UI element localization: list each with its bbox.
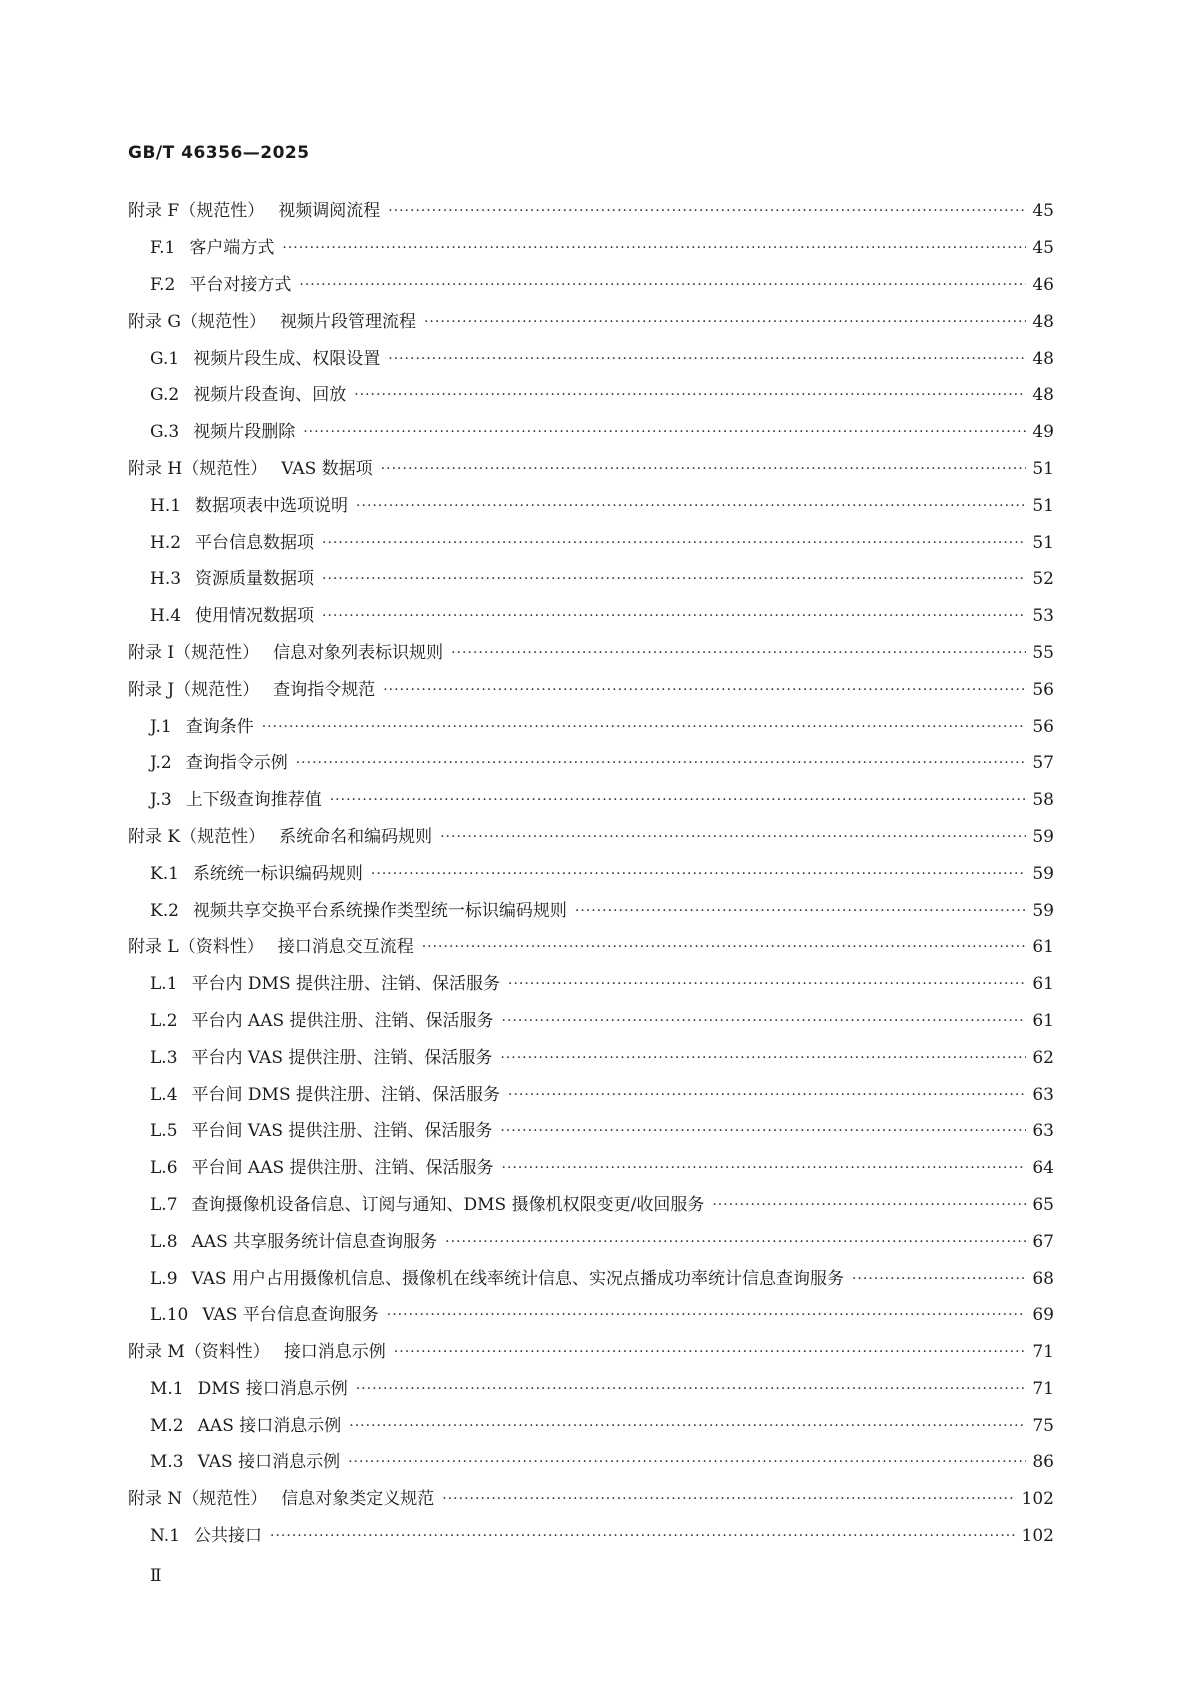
toc-entry-title: 平台信息数据项 <box>195 532 315 553</box>
toc-entry-heading <box>150 1048 492 1068</box>
toc-entry-page: 53 <box>1032 606 1054 627</box>
toc-entry-heading <box>150 1232 437 1252</box>
page-number: Ⅱ <box>150 1566 162 1586</box>
toc-entry-page: 61 <box>1032 937 1054 958</box>
toc-section-entry[interactable] <box>128 1039 1054 1076</box>
toc-entry-number: K.1 <box>150 863 179 884</box>
toc-entry-heading <box>150 385 346 405</box>
toc-entry-title: VAS 接口消息示例 <box>197 1452 341 1473</box>
toc-entry-page: 51 <box>1032 495 1054 516</box>
toc-entry-title: 查询指令示例 <box>185 753 288 774</box>
toc-appendix-entry[interactable] <box>128 303 1054 340</box>
toc-entry-number: M.3 <box>150 1452 184 1473</box>
toc-dot-leader <box>282 238 1026 258</box>
toc-dot-leader <box>502 1011 1026 1031</box>
toc-section-entry[interactable] <box>128 230 1054 267</box>
toc-entry-heading <box>128 459 373 479</box>
toc-entry-number: L.9 <box>150 1268 178 1289</box>
toc-dot-leader <box>445 1232 1026 1252</box>
toc-entry-title: 上下级查询推荐值 <box>185 790 322 811</box>
toc-entry-title: 视频共享交换平台系统操作类型统一标识编码规则 <box>192 900 567 921</box>
toc-entry-number: G.2 <box>150 385 180 406</box>
toc-dot-leader <box>262 717 1026 737</box>
toc-entry-page: 67 <box>1032 1231 1054 1252</box>
toc-entry-heading <box>150 349 380 369</box>
toc-appendix-entry[interactable] <box>128 671 1054 708</box>
toc-entry-number: L.4 <box>150 1084 178 1105</box>
toc-entry-heading <box>128 827 432 847</box>
toc-entry-number: 附录 M（资料性） <box>128 1342 270 1363</box>
toc-dot-leader <box>383 680 1026 700</box>
toc-section-entry[interactable] <box>128 855 1054 892</box>
toc-entry-title: 信息对象列表标识规则 <box>273 642 444 663</box>
toc-entry-number: H.4 <box>150 606 182 627</box>
toc-entry-number: 附录 F（规范性） <box>128 201 265 222</box>
toc-entry-title: 平台间 AAS 提供注册、注销、保活服务 <box>191 1158 494 1179</box>
toc-entry-heading <box>150 1526 262 1546</box>
toc-entry-number: H.2 <box>150 532 182 553</box>
toc-entry-heading <box>128 1489 434 1509</box>
toc-entry-title: AAS 共享服务统计信息查询服务 <box>191 1231 438 1252</box>
toc-dot-leader <box>442 1489 1015 1509</box>
toc-entry-heading <box>128 312 416 332</box>
toc-entry-number: F.1 <box>150 238 176 259</box>
toc-section-entry[interactable] <box>128 598 1054 635</box>
toc-appendix-entry[interactable] <box>128 635 1054 672</box>
toc-section-entry[interactable] <box>128 892 1054 929</box>
toc-entry-page: 49 <box>1032 422 1054 443</box>
toc-entry-page: 51 <box>1032 532 1054 553</box>
toc-entry-heading <box>150 1305 379 1325</box>
toc-appendix-entry[interactable] <box>128 193 1054 230</box>
toc-entry-title: 平台间 DMS 提供注册、注销、保活服务 <box>191 1084 501 1105</box>
toc-entry-page: 56 <box>1032 716 1054 737</box>
toc-entry-title: 平台内 VAS 提供注册、注销、保活服务 <box>191 1047 493 1068</box>
toc-dot-leader <box>356 1379 1026 1399</box>
toc-entry-heading <box>150 1011 494 1031</box>
toc-entry-number: L.2 <box>150 1010 178 1031</box>
toc-section-entry[interactable] <box>128 561 1054 598</box>
toc-entry-number: 附录 J（规范性） <box>128 679 260 700</box>
toc-section-entry[interactable] <box>128 966 1054 1003</box>
toc-entry-number: 附录 G（规范性） <box>128 311 266 332</box>
toc-entry-heading <box>150 753 288 773</box>
toc-section-entry[interactable] <box>128 1076 1054 1113</box>
toc-entry-page: 59 <box>1032 863 1054 884</box>
toc-entry-page: 63 <box>1032 1084 1054 1105</box>
toc-entry-number: J.1 <box>150 716 172 737</box>
toc-dot-leader <box>388 201 1026 221</box>
toc-section-entry[interactable] <box>128 1003 1054 1040</box>
toc-entry-page: 56 <box>1032 679 1054 700</box>
toc-dot-leader <box>322 606 1026 626</box>
toc-entry-page: 69 <box>1032 1305 1054 1326</box>
toc-entry-title: 平台对接方式 <box>189 274 292 295</box>
toc-entry-number: L.6 <box>150 1158 178 1179</box>
toc-dot-leader <box>424 312 1026 332</box>
toc-entry-page: 48 <box>1032 311 1054 332</box>
toc-entry-page: 86 <box>1032 1452 1054 1473</box>
toc-entry-heading <box>150 1269 844 1289</box>
toc-entry-title: 视频片段查询、回放 <box>193 385 347 406</box>
toc-dot-leader <box>575 901 1026 921</box>
toc-entry-heading <box>150 1085 500 1105</box>
toc-entry-title: 查询摄像机设备信息、订阅与通知、DMS 摄像机权限变更/收回服务 <box>191 1194 705 1215</box>
toc-appendix-entry[interactable] <box>128 451 1054 488</box>
toc-entry-page: 68 <box>1032 1268 1054 1289</box>
toc-section-entry[interactable] <box>128 1407 1054 1444</box>
toc-dot-leader <box>508 1085 1026 1105</box>
toc-entry-number: K.2 <box>150 900 179 921</box>
toc-dot-leader <box>381 459 1026 479</box>
toc-dot-leader <box>451 643 1026 663</box>
toc-entry-title: 平台内 AAS 提供注册、注销、保活服务 <box>191 1010 494 1031</box>
toc-entry-title: 查询指令规范 <box>273 679 376 700</box>
toc-entry-page: 61 <box>1032 974 1054 995</box>
toc-dot-leader <box>388 349 1026 369</box>
toc-entry-heading <box>128 643 443 663</box>
toc-entry-heading <box>150 275 291 295</box>
toc-entry-heading <box>128 937 414 957</box>
toc-entry-page: 64 <box>1032 1158 1054 1179</box>
toc-entry-title: VAS 用户占用摄像机信息、摄像机在线率统计信息、实况点播成功率统计信息查询服务 <box>191 1268 844 1289</box>
toc-entry-heading <box>150 974 500 994</box>
toc-entry-title: 使用情况数据项 <box>195 606 315 627</box>
toc-entry-number: F.2 <box>150 274 176 295</box>
toc-entry-number: J.3 <box>150 790 172 811</box>
toc-entry-heading <box>150 1416 341 1436</box>
toc-entry-heading <box>150 1195 704 1215</box>
toc-appendix-entry[interactable] <box>128 1334 1054 1371</box>
toc-dot-leader <box>322 533 1026 553</box>
toc-section-entry[interactable] <box>128 1297 1054 1334</box>
toc-dot-leader <box>508 974 1026 994</box>
toc-entry-heading <box>150 569 314 589</box>
toc-dot-leader <box>852 1269 1026 1289</box>
toc-entry-heading <box>150 864 363 884</box>
toc-section-entry[interactable] <box>128 1371 1054 1408</box>
toc-entry-page: 102 <box>1021 1489 1054 1510</box>
toc-entry-page: 48 <box>1032 385 1054 406</box>
toc-dot-leader <box>371 864 1026 884</box>
toc-entry-title: 平台内 DMS 提供注册、注销、保活服务 <box>191 974 501 995</box>
toc-entry-heading <box>150 790 322 810</box>
toc-entry-title: 平台间 VAS 提供注册、注销、保活服务 <box>191 1121 493 1142</box>
toc-entry-title: 系统统一标识编码规则 <box>192 863 363 884</box>
toc-entry-number: 附录 K（规范性） <box>128 826 266 847</box>
toc-dot-leader <box>500 1048 1026 1068</box>
toc-section-entry[interactable] <box>128 708 1054 745</box>
toc-entry-title: 视频调阅流程 <box>278 201 381 222</box>
toc-dot-leader <box>330 790 1026 810</box>
toc-dot-leader <box>299 275 1026 295</box>
toc-section-entry[interactable] <box>128 487 1054 524</box>
toc-entry-page: 71 <box>1032 1378 1054 1399</box>
toc-entry-heading <box>128 680 375 700</box>
toc-entry-heading <box>150 606 314 626</box>
toc-section-entry[interactable] <box>128 267 1054 304</box>
toc-entry-number: G.3 <box>150 422 180 443</box>
toc-entry-heading <box>150 717 254 737</box>
toc-section-entry[interactable] <box>128 1150 1054 1187</box>
toc-entry-title: VAS 平台信息查询服务 <box>202 1305 379 1326</box>
toc-entry-number: 附录 I（规范性） <box>128 642 260 663</box>
toc-entry-heading <box>150 238 274 258</box>
toc-dot-leader <box>356 496 1026 516</box>
toc-section-entry[interactable] <box>128 1113 1054 1150</box>
toc-entry-number: L.5 <box>150 1121 178 1142</box>
toc-entry-number: 附录 N（规范性） <box>128 1489 268 1510</box>
toc-section-entry[interactable] <box>128 745 1054 782</box>
toc-entry-number: L.1 <box>150 974 178 995</box>
toc-entry-heading <box>150 1158 494 1178</box>
toc-entry-title: 视频片段生成、权限设置 <box>193 348 381 369</box>
toc-section-entry[interactable] <box>128 1444 1054 1481</box>
toc-entry-number: G.1 <box>150 348 180 369</box>
toc-entry-number: L.8 <box>150 1231 178 1252</box>
toc-section-entry[interactable] <box>128 340 1054 377</box>
toc-entry-page: 59 <box>1032 826 1054 847</box>
toc-entry-page: 48 <box>1032 348 1054 369</box>
table-of-contents <box>128 193 1054 1554</box>
toc-entry-number: N.1 <box>150 1526 181 1547</box>
toc-entry-title: 视频片段管理流程 <box>279 311 416 332</box>
toc-entry-title: VAS 数据项 <box>281 458 373 479</box>
toc-entry-page: 61 <box>1032 1010 1054 1031</box>
toc-section-entry[interactable] <box>128 414 1054 451</box>
toc-entry-page: 65 <box>1032 1194 1054 1215</box>
toc-appendix-entry[interactable] <box>128 819 1054 856</box>
toc-section-entry[interactable] <box>128 1518 1054 1555</box>
toc-entry-title: 查询条件 <box>185 716 254 737</box>
toc-section-entry[interactable] <box>128 782 1054 819</box>
toc-dot-leader <box>348 1452 1026 1472</box>
toc-entry-heading <box>150 1121 492 1141</box>
toc-entry-number: H.1 <box>150 495 182 516</box>
toc-entry-page: 52 <box>1032 569 1054 590</box>
toc-entry-heading <box>150 1452 340 1472</box>
toc-section-entry[interactable] <box>128 377 1054 414</box>
toc-entry-page: 55 <box>1032 642 1054 663</box>
toc-entry-heading <box>150 533 314 553</box>
toc-entry-title: 公共接口 <box>194 1526 263 1547</box>
toc-entry-number: L.7 <box>150 1194 178 1215</box>
toc-appendix-entry[interactable] <box>128 1481 1054 1518</box>
toc-entry-number: L.3 <box>150 1047 178 1068</box>
toc-entry-number: M.2 <box>150 1415 184 1436</box>
toc-entry-number: L.10 <box>150 1305 189 1326</box>
toc-entry-page: 46 <box>1032 274 1054 295</box>
toc-entry-title: 数据项表中选项说明 <box>195 495 349 516</box>
toc-dot-leader <box>712 1195 1026 1215</box>
toc-entry-title: AAS 接口消息示例 <box>197 1415 342 1436</box>
toc-section-entry[interactable] <box>128 1187 1054 1224</box>
toc-entry-page: 102 <box>1021 1526 1054 1547</box>
toc-entry-page: 62 <box>1032 1047 1054 1068</box>
toc-entry-heading <box>150 1379 348 1399</box>
toc-section-entry[interactable] <box>128 1260 1054 1297</box>
toc-dot-leader <box>349 1416 1026 1436</box>
toc-entry-number: M.1 <box>150 1378 184 1399</box>
toc-entry-heading <box>150 496 348 516</box>
toc-entry-title: 视频片段删除 <box>193 422 296 443</box>
toc-entry-heading <box>128 1342 386 1362</box>
toc-entry-title: 信息对象类定义规范 <box>281 1489 435 1510</box>
toc-entry-title: 接口消息示例 <box>283 1342 386 1363</box>
toc-section-entry[interactable] <box>128 1223 1054 1260</box>
toc-entry-heading <box>128 201 380 221</box>
toc-dot-leader <box>500 1121 1026 1141</box>
toc-entry-number: H.3 <box>150 569 182 590</box>
toc-dot-leader <box>322 569 1026 589</box>
toc-entry-title: DMS 接口消息示例 <box>197 1378 348 1399</box>
toc-dot-leader <box>440 827 1026 847</box>
toc-dot-leader <box>296 753 1026 773</box>
toc-dot-leader <box>502 1158 1026 1178</box>
toc-section-entry[interactable] <box>128 524 1054 561</box>
toc-entry-title: 客户端方式 <box>189 238 275 259</box>
toc-dot-leader <box>422 937 1026 957</box>
toc-entry-title: 资源质量数据项 <box>195 569 315 590</box>
toc-dot-leader <box>387 1305 1026 1325</box>
toc-entry-heading <box>150 901 567 921</box>
toc-entry-page: 51 <box>1032 458 1054 479</box>
toc-entry-title: 系统命名和编码规则 <box>279 826 433 847</box>
toc-dot-leader <box>394 1342 1026 1362</box>
toc-entry-page: 59 <box>1032 900 1054 921</box>
toc-appendix-entry[interactable] <box>128 929 1054 966</box>
toc-entry-page: 71 <box>1032 1342 1054 1363</box>
toc-entry-number: 附录 H（规范性） <box>128 458 268 479</box>
toc-dot-leader <box>270 1526 1016 1546</box>
toc-dot-leader <box>354 385 1026 405</box>
toc-entry-page: 63 <box>1032 1121 1054 1142</box>
toc-entry-heading <box>150 422 295 442</box>
toc-entry-page: 45 <box>1032 201 1054 222</box>
standard-number-header: GB/T 46356—2025 <box>128 143 310 163</box>
toc-entry-page: 58 <box>1032 790 1054 811</box>
toc-entry-page: 57 <box>1032 753 1054 774</box>
toc-entry-page: 75 <box>1032 1415 1054 1436</box>
toc-entry-page: 45 <box>1032 238 1054 259</box>
toc-entry-number: J.2 <box>150 753 172 774</box>
toc-dot-leader <box>303 422 1026 442</box>
toc-entry-number: 附录 L（资料性） <box>128 937 264 958</box>
toc-entry-title: 接口消息交互流程 <box>277 937 414 958</box>
